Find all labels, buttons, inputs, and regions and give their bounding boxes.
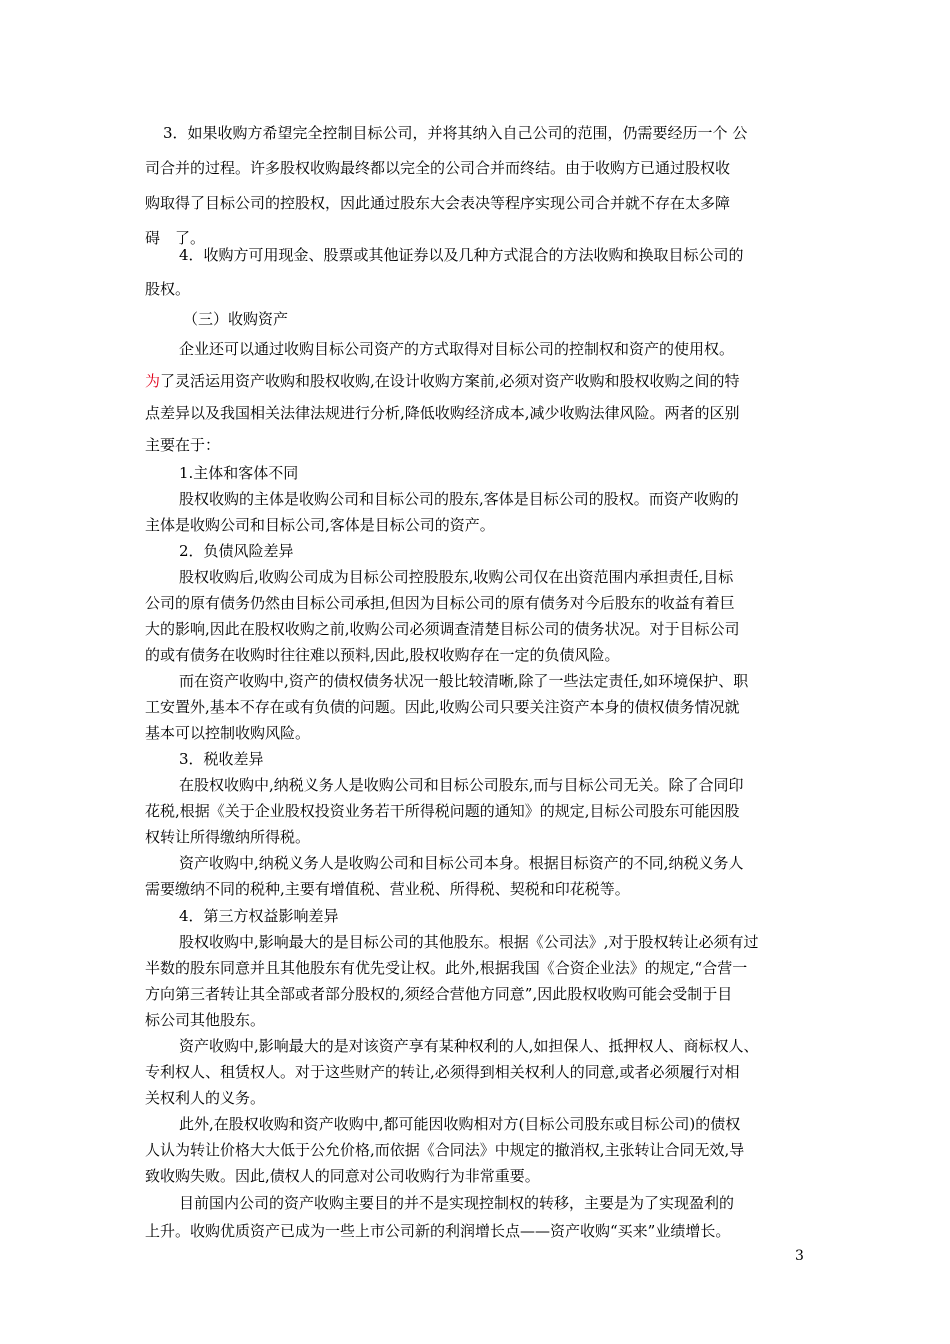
- text-line: 在股权收购中,纳税义务人是收购公司和目标公司股东,而与目标公司无关。除了合同印: [179, 776, 744, 794]
- text-line: 司合并的过程。许多股权收购最终都以完全的公司合并而终结。由于收购方已通过股权收: [145, 159, 731, 177]
- text-line: 资产收购中,纳税义务人是收购公司和目标公司本身。根据目标资产的不同,纳税义务人: [179, 854, 744, 872]
- text-line: 致收购失败。因此,债权人的同意对公司收购行为非常重要。: [145, 1167, 540, 1185]
- paragraph-tax-asset: [145, 850, 810, 902]
- text-line: 主要在于：: [145, 436, 221, 454]
- text-line: 大的影响,因此在股权收购之前,收购公司必须调查清楚目标公司的债务状况。对于目标公司: [145, 620, 740, 638]
- text-line: [145, 365, 810, 397]
- text-line: 基本可以控制收购风险。: [145, 724, 311, 742]
- text-line: 公司的原有债务仍然由目标公司承担,但因为目标公司的原有债务对今后股东的收益有着巨: [145, 594, 735, 612]
- text-line: 碍 了。: [145, 229, 206, 247]
- text-line: 而在资产收购中,资产的债权债务状况一般比较清晰,除了一些法定责任,如环境保护、职: [179, 672, 749, 690]
- paragraph-asset-acquisition-intro: [145, 333, 810, 461]
- text-line: 工安置外,基本不存在或有负债的问题。因此,收购公司只要关注资产本身的债权债务情况就: [145, 698, 740, 716]
- paragraph-item-4: [145, 238, 810, 306]
- paragraph-current-situation: [145, 1189, 810, 1245]
- text-line: 人认为转让价格大大低于公允价格,而依据《合同法》中规定的撤消权,主张转让合同无效,导: [145, 1141, 745, 1159]
- section-heading-acquire-assets: [145, 304, 810, 334]
- text-line: 方向第三者转让其全部或者部分股权的,须经合营他方同意”,因此股权收购可能会受制于目: [145, 985, 733, 1003]
- text-line: 专利权人、租赁权人。对于这些财产的转让,必须得到相关权利人的同意,或者必须履行对相: [145, 1063, 740, 1081]
- text-line: 资产收购中,影响最大的是对该资产享有某种权利的人,如担保人、抵押权人、商标权人、: [179, 1037, 759, 1055]
- text-line: 半数的股东同意并且其他股东有优先受让权。此外,根据我国《合资企业法》的规定,“合营一: [145, 959, 748, 977]
- text-line: 股权收购后,收购公司成为目标公司控股股东,收购公司仅在出资范围内承担责任,目标: [179, 568, 734, 586]
- paragraph-debt-risk-equity: [145, 564, 810, 668]
- text-line: 点差异以及我国相关法律法规进行分析,降低收购经济成本,减少收购法律风险。两者的区别: [145, 404, 740, 422]
- text-line: 的或有债务在收购时往往难以预料,因此,股权收购存在一定的负债风险。: [145, 646, 620, 664]
- text-line: 4．收购方可用现金、股票或其他证券以及几种方式混合的方法收购和换取目标公司的: [179, 246, 744, 264]
- text-line: 目前国内公司的资产收购主要目的并不是实现控制权的转移，主要是为了实现盈利的: [179, 1194, 735, 1212]
- text-line: 购取得了目标公司的控股权，因此通过股东大会表决等程序实现公司合并就不存在太多障: [145, 194, 731, 212]
- text-line: 上升。收购优质资产已成为一些上市公司新的利润增长点——资产收购“买来”业绩增长。: [145, 1222, 731, 1240]
- text-line: 标公司其他股东。: [145, 1011, 266, 1029]
- text-line: 股权收购的主体是收购公司和目标公司的股东,客体是目标公司的股权。而资产收购的: [179, 490, 739, 508]
- text-line: 关权利人的义务。: [145, 1089, 266, 1107]
- heading-text: 3．税收差异: [179, 750, 264, 768]
- heading-text: 1.主体和客体不同: [179, 464, 299, 482]
- text-line: 此外,在股权收购和资产收购中,都可能因收购相对方(目标公司股东或目标公司)的债权: [179, 1115, 741, 1133]
- heading-text: 2．负债风险差异: [179, 542, 294, 560]
- paragraph-subject-object: [145, 486, 810, 538]
- page-number: 3: [795, 1248, 804, 1264]
- subheading-debt-risk: [145, 538, 810, 564]
- text-line: 权转让所得缴纳所得税。: [145, 828, 311, 846]
- subheading-tax: [145, 746, 810, 772]
- text-line: 3．如果收购方希望完全控制目标公司，并将其纳入自己公司的范围，仍需要经历一个 公: [163, 124, 748, 142]
- paragraph-debt-risk-asset: [145, 668, 810, 746]
- paragraph-third-party-asset: [145, 1033, 810, 1111]
- paragraph-third-party-equity: [145, 929, 810, 1033]
- text-line: 企业还可以通过收购目标公司资产的方式取得对目标公司的控制权和资产的使用权。: [179, 340, 735, 358]
- text-line: 需要缴纳不同的税种,主要有增值税、营业税、所得税、契税和印花税等。: [145, 880, 630, 898]
- paragraph-item-3: [145, 116, 810, 256]
- heading-text: （三）收购资产: [183, 310, 289, 328]
- text-line: 主体是收购公司和目标公司,客体是目标公司的资产。: [145, 516, 495, 534]
- subheading-third-party: [145, 903, 810, 929]
- text-line: 股权收购中,影响最大的是目标公司的其他股东。根据《公司法》,对于股权转让必须有过: [179, 933, 759, 951]
- text-run: 了灵活运用资产收购和股权收购,在设计收购方案前,必须对资产收购和股权收购之间的特: [160, 372, 740, 390]
- paragraph-creditor-consent: [145, 1111, 810, 1189]
- highlighted-char: 为: [145, 372, 161, 390]
- heading-text: 4．第三方权益影响差异: [179, 907, 339, 925]
- paragraph-tax-equity: [145, 772, 810, 850]
- text-line: 股权。: [145, 280, 191, 298]
- subheading-subject-object: [145, 460, 810, 486]
- text-line: 花税,根据《关于企业股权投资业务若干所得税问题的通知》的规定,目标公司股东可能因股: [145, 802, 740, 820]
